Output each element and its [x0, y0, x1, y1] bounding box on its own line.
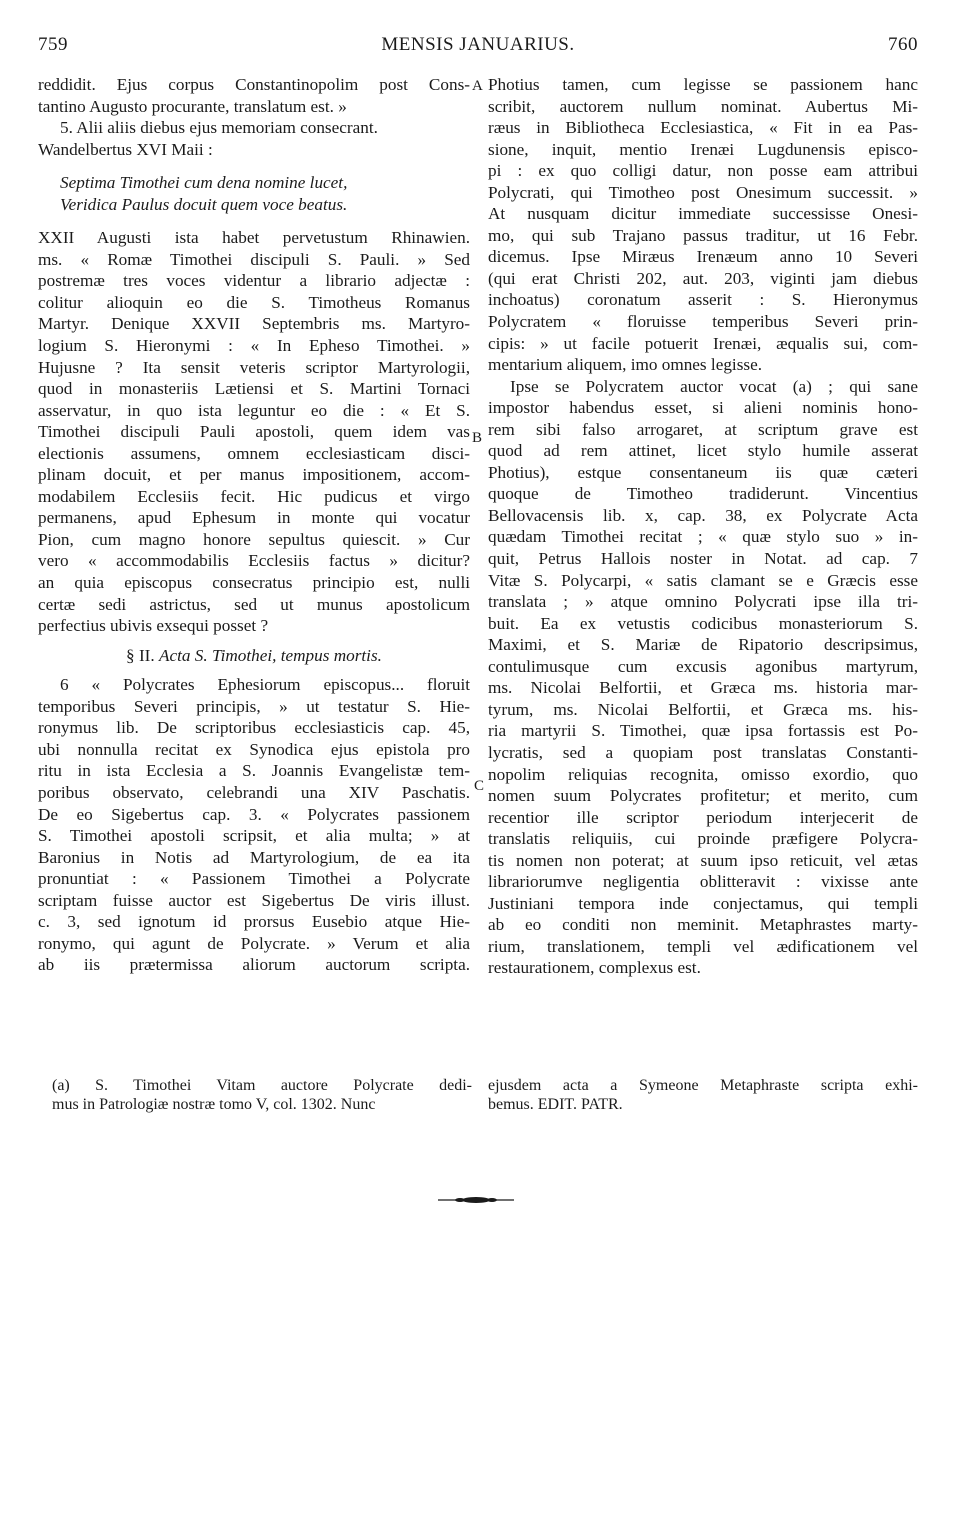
text-line: c. 3, sed ignotum id prorsus Eusebio atque Hie- [38, 912, 470, 932]
text-line: Polycratem « floruisse temperibus Severi prin- [488, 312, 918, 332]
text-line: Martyr. Denique XXVII Septembris ms. Martyro- [38, 314, 470, 334]
text-line: ab eo conditi non meminit. Metaphrastes marty- [488, 915, 918, 935]
footnote-line: (a) S. Timothei Vitam auctore Polycrate dedi- [52, 1077, 472, 1094]
text-line: pronuntiat : « Passionem Timothei a Polycrate [38, 869, 470, 889]
text-line: Photius), estque consentaneum iis quæ cæteri [488, 462, 918, 482]
footnote-line: mus in Patrologiæ nostræ tomo V, col. 1302. Nunc [52, 1096, 376, 1113]
text-line: translata ; » atque omnino Polycrati ipse illa tri- [488, 592, 918, 612]
margin-marker-c: C [474, 778, 485, 794]
text-line: translatis reliquiis, cui proinde præfigere Polycra- [488, 829, 918, 849]
running-header [38, 34, 918, 58]
text-line: Ipse se Polycratem auctor vocat (a) ; qui sane [510, 376, 918, 396]
footnote-line: bemus. EDIT. PATR. [488, 1096, 623, 1113]
text-line: cipis: » ut facile potuerit Irenæi, æqualis sui, com- [488, 333, 918, 353]
text-line: scribit, auctorem nullum nominat. Aubertus Mi- [488, 96, 918, 116]
page-number-left: 759 [38, 34, 68, 55]
text-line: restaurationem, complexus est. [488, 958, 701, 978]
text-line: temporibus Severi principis, » ut testatur S. Hie- [38, 696, 470, 716]
text-line: scriptam fuisse auctor est Sigebertus De viris illust. [38, 890, 470, 910]
text-line: 6 « Polycrates Ephesiorum episcopus... floruit [60, 675, 470, 695]
text-line: Photius tamen, cum legisse se passionem hanc [488, 75, 918, 94]
text-line: tis nomen non poterat; at suum ipso reticuit, vel ætas [488, 850, 918, 870]
text-line: tyrum, ms. Nicolai Belfortii, et Græca ms. his- [488, 699, 918, 719]
text-line: recentior ille scriptor periodum interjecerit de [488, 807, 918, 827]
text-line: (qui erat Christi 202, aut. 203, viginti jam diebus [488, 268, 918, 288]
section-number: § II. [126, 645, 155, 665]
verse-quote [38, 172, 470, 215]
text-line: asservatur, in quo ista leguntur eo die : « Et S. [38, 400, 470, 420]
text-line: mentarium aliquem, imo omnes legisse. [488, 355, 762, 375]
text-line: pi : ex quo colligi datur, non posse eam attribui [488, 161, 918, 181]
text-line: quit, Petrus Hallois noster in Notat. ad cap. 7 [488, 549, 918, 569]
text-line: logium S. Hieronymi : « In Epheso Timothei. » [38, 336, 470, 356]
text-line: Justiniani tempora inde conjectamus, qui templi [488, 893, 918, 913]
text-line: lycratis, sed a quopiam post translatas Constanti- [488, 742, 918, 762]
text-line: ms. « Romæ Timothei discipuli S. Pauli. » Sed [38, 249, 470, 269]
text-line: Polycrati, qui Timotheo post Onesimum successit. » [488, 182, 918, 202]
text-line: contulimusque cum excusis agonibus martyrum, [488, 656, 918, 676]
text-line: mo, qui sub Trajano passus traditur, ut 16 Febr. [488, 225, 918, 245]
right-column [488, 74, 918, 979]
text-line: ronymo, qui agunt de Polycrate. » Verum et alia [38, 933, 470, 953]
text-line: ria martyrii S. Timothei, quæ ipsa fortassis est Po- [488, 721, 918, 741]
left-column [38, 74, 470, 976]
text-line: ronymus lib. De scriptoribus ecclesiasticis cap. 45, [38, 718, 470, 738]
text-line: dicemus. Ipse Miræus Irenæum anno 10 Severi [488, 247, 918, 267]
section-heading [38, 645, 470, 667]
text-line: Hujusne ? Ita sensit veteris scriptor Martyrologii, [38, 357, 470, 377]
text-line: nopolim reliquias recognita, omisso exordio, quo [488, 764, 918, 784]
margin-marker-a: A [472, 78, 483, 94]
text-line: ab iis prætermissa aliorum auctorum scripta. [38, 955, 470, 975]
text-line: permanens, apud Ephesum in monte qui vocatur [38, 508, 470, 528]
text-line: quod in monasteriis Lætiensi et S. Martini Tornaci [38, 379, 470, 399]
text-line: reddidit. Ejus corpus Constantinopolim post Cons- [38, 75, 470, 94]
text-line: Maximi, et S. Mariæ de Ripatorio descripsimus, [488, 635, 918, 655]
text-line: ms. Nicolai Belfortii, et Græca ms. historia mar- [488, 678, 918, 698]
text-line: Timothei discipuli Pauli apostoli, quem idem vas [38, 422, 470, 442]
running-title: MENSIS JANUARIUS. [381, 34, 575, 55]
text-line: Vitæ S. Polycarpi, « satis clamant se e Græcis esse [488, 570, 918, 590]
section-title: Acta S. Timothei, tempus mortis. [158, 645, 382, 665]
text-line: At nusquam dicitur immediate successisse Onesi- [488, 204, 918, 224]
text-line: an quia episcopus consecratus principio est, nulli [38, 573, 470, 593]
text-line: De eo Sigebertus cap. 3. « Polycrates passionem [38, 804, 470, 824]
verse-line: Veridica Paulus docuit quem voce beatus. [60, 194, 348, 214]
end-ornament [438, 1196, 514, 1204]
text-line: poribus observato, celebrandi una XIV Paschatis. [38, 782, 470, 802]
text-line: Pion, cum magno honore sepultus quiescit. » Cur [38, 529, 470, 549]
text-line: modabilem Ecclesiis fecit. Hic pudicus et virgo [38, 486, 470, 506]
text-line: quoque de Timotheo tradiderunt. Vincentius [488, 484, 918, 504]
text-line: nomen suum Polycrates profitetur; et merito, cum [488, 786, 918, 806]
text-line: Bellovacensis lib. x, cap. 38, ex Polycrate Acta [488, 505, 918, 525]
text-line: ubi nonnulla recitat ex Synodica ejus epistola pro [38, 739, 470, 759]
text-line: inchoatus) coronatum asserit : S. Hieronymus [488, 290, 918, 310]
text-line: vero « accommodabilis Ecclesiis factus » dicitur? [38, 551, 470, 571]
text-line: certæ sedi astrictus, sed ut munus apostolicum [38, 594, 470, 614]
text-line: XXII Augusti ista habet pervetustum Rhinawien. [38, 228, 470, 248]
footnote-right [488, 1076, 918, 1114]
text-line: Baronius in Notis ad Martyrologium, de ea ita [38, 847, 470, 867]
margin-marker-b: B [472, 430, 483, 446]
page-number-right: 760 [888, 34, 918, 55]
text-line: librariorumve negligentia oblitteravit : vixisse ante [488, 872, 918, 892]
text-line: buit. Ea ex vetustis codicibus monasteriorum S. [488, 613, 918, 633]
footnote-left [52, 1076, 472, 1114]
text-line: rem sibi falso arrogaret, at scriptum grave est [488, 419, 918, 439]
text-line: quod ad rem attinet, licet stylo humile asserat [488, 441, 918, 461]
text-line: plinam docuit, et per manus impositionem, accom- [38, 465, 470, 485]
footnote-line: ejusdem acta a Symeone Metaphraste scripta exhi- [488, 1077, 918, 1094]
text-line: sione, inquit, mentio Irenæi Lugdunensis episco- [488, 139, 918, 159]
text-line: S. Timothei apostoli scripsit, et alia multa; » at [38, 826, 470, 846]
text-line: ræus in Bibliotheca Ecclesiastica, « Fit in ea Pas- [488, 118, 918, 138]
text-line: quædam Timothei recitat ; « quæ stylo suo » in- [488, 527, 918, 547]
text-line: rium, translationem, templi vel ædificationem vel [488, 936, 918, 956]
verse-line: Septima Timothei cum dena nomine lucet, [60, 173, 348, 193]
text-line: postremæ tres voces videntur a librario adjectæ : [38, 271, 470, 291]
text-line: colitur alioquin eo die S. Timotheus Romanus [38, 292, 470, 312]
text-line: perfectius ubivis exsequi posset ? [38, 616, 269, 636]
text-line: electionis assumens, omnem ecclesiasticam disci- [38, 443, 470, 463]
text-line: ritu in ista Ecclesia a S. Joannis Evangelistæ tem- [38, 761, 470, 781]
text-line: tantino Augusto procurante, translatum est. » [38, 96, 347, 116]
text-line: 5. Alii aliis diebus ejus memoriam consecrant. [60, 118, 378, 138]
text-line: impostor habendus esset, si alieni nominis hono- [488, 398, 918, 418]
text-line: Wandelbertus XVI Maii : [38, 139, 213, 159]
